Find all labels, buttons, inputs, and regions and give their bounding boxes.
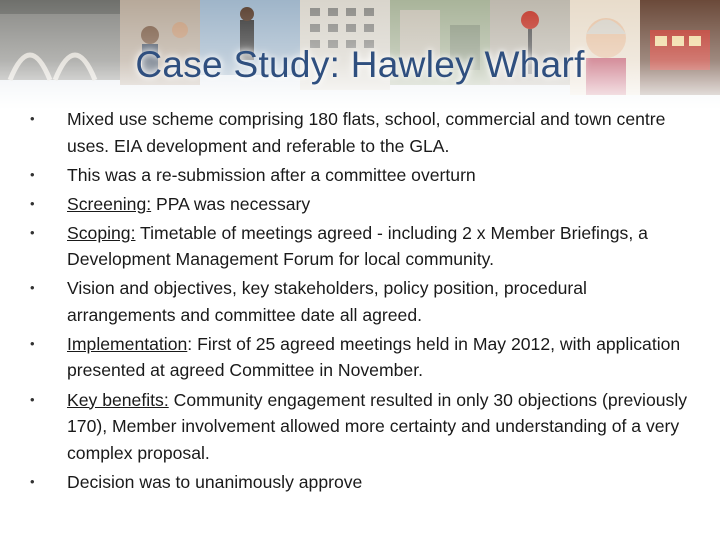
- bullet-item: [28, 387, 688, 467]
- bullet-item: [28, 106, 688, 159]
- bullet-item: [28, 275, 688, 328]
- bullet-label: Scoping:: [67, 222, 136, 243]
- bullet-label: Implementation: [67, 333, 188, 354]
- bullet-label: Screening:: [67, 193, 152, 214]
- bullet-text: PPA was necessary: [151, 193, 311, 214]
- bullet-icon: •: [30, 195, 35, 211]
- bullet-icon: •: [30, 391, 35, 407]
- bullet-text: Community engagement resulted in only 30 objections (previously 170), Member involvement allowed more certainty and understanding of a very complex proposal.: [67, 389, 688, 463]
- bullet-item: [28, 469, 688, 496]
- bullet-list: [28, 106, 688, 498]
- bullet-text: : First of 25 agreed meetings held in May 2012, with application presented at agreed Committee in November.: [67, 333, 681, 381]
- bullet-text: Timetable of meetings agreed - including 2 x Member Briefings, a Development Management Forum for local community.: [67, 222, 648, 270]
- slide-title: Case Study: Hawley Wharf: [135, 44, 585, 85]
- bullet-text: Mixed use scheme comprising 180 flats, school, commercial and town centre uses. EIA development and referable to the GLA.: [67, 109, 666, 156]
- bullet-icon: •: [30, 224, 35, 240]
- bullet-item: [28, 191, 688, 218]
- bullet-text: Vision and objectives, key stakeholders, policy position, procedural arrangements and committee date all agreed.: [67, 278, 587, 325]
- bullet-text: This was a re-submission after a committee overturn: [67, 164, 476, 185]
- bullet-icon: •: [30, 280, 35, 296]
- bullet-icon: •: [30, 335, 35, 351]
- bullet-item: [28, 331, 688, 384]
- bullet-text: Decision was to unanimously approve: [67, 471, 363, 492]
- bullet-label: Key benefits:: [67, 389, 169, 410]
- bullet-icon: •: [30, 111, 35, 126]
- bullet-icon: •: [30, 473, 35, 489]
- bullet-item: [28, 162, 688, 189]
- bullet-icon: •: [30, 166, 35, 182]
- bullet-item: [28, 220, 688, 273]
